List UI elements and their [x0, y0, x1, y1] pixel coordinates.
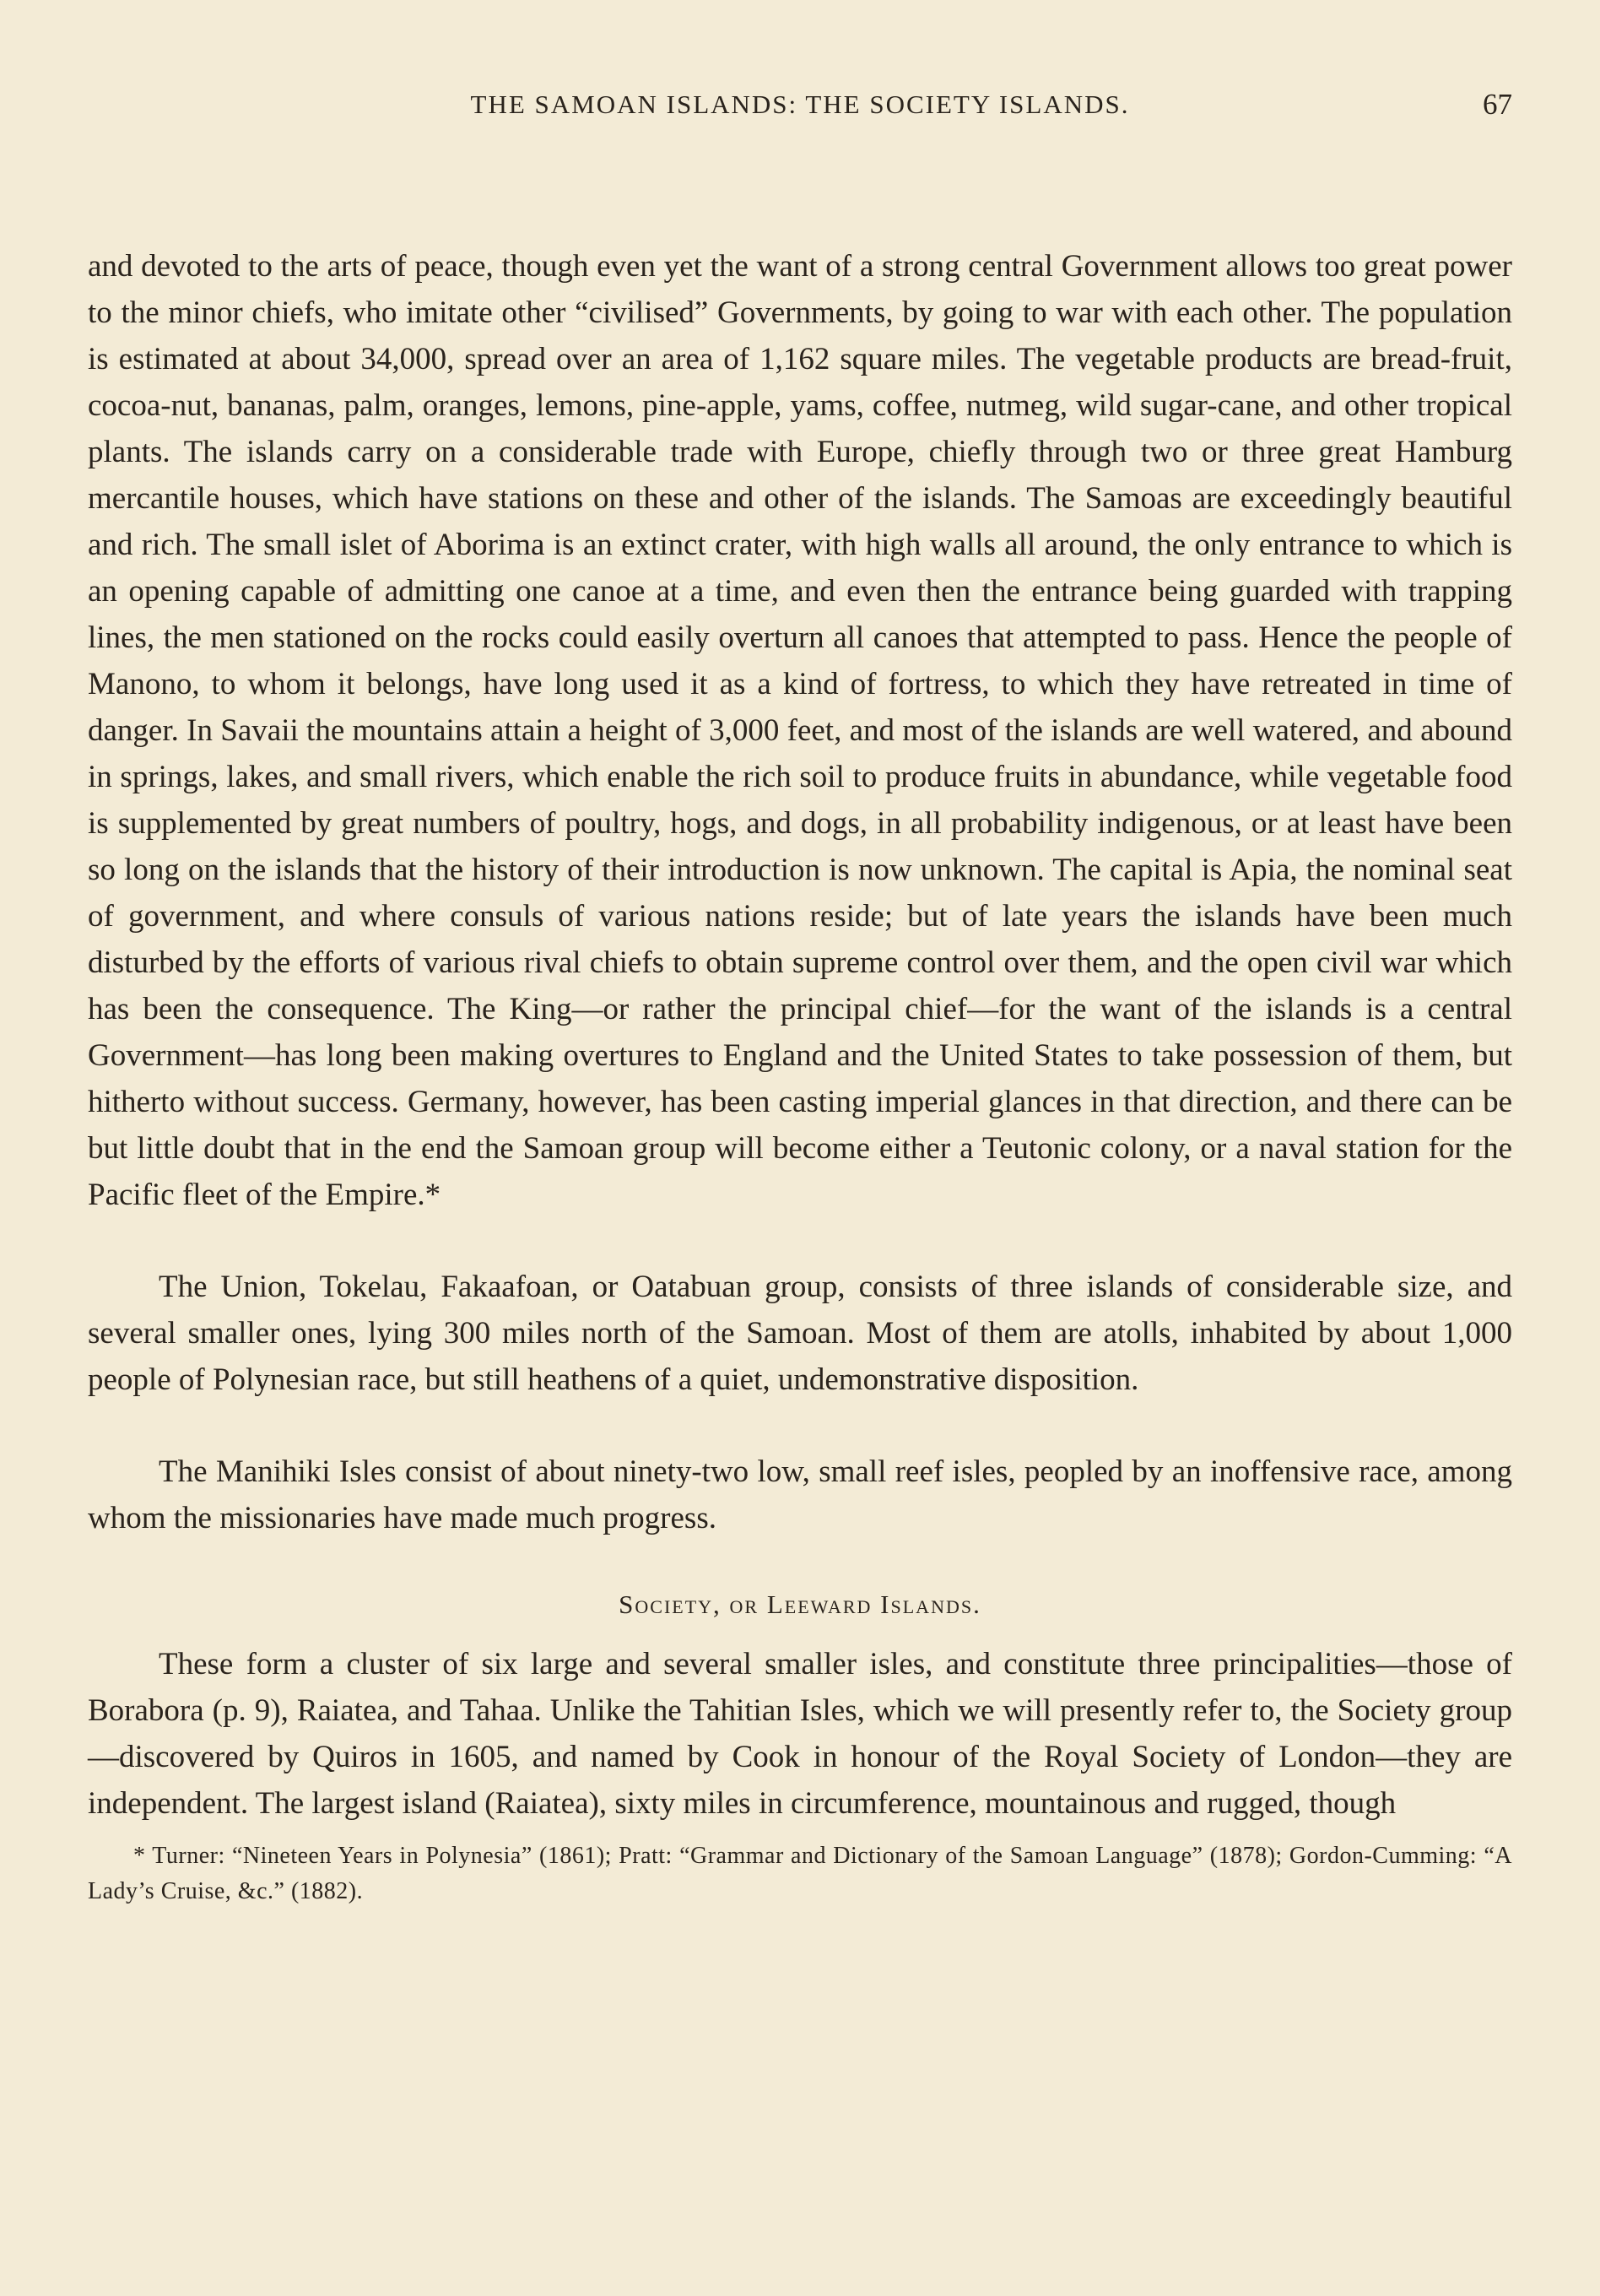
page-number: 67	[1483, 88, 1512, 121]
paragraph-union-group: The Union, Tokelau, Fakaafoan, or Oatabuan group, consists of three islands of considerable size, and several smaller ones, lying 300 miles north of the Samoan. Most of them are atolls, inhabited by about 1,000 people of Polynesian race, but still heathens of a quiet, undemonstrative disposition.	[88, 1270, 1512, 1397]
paragraph-society-islands: These form a cluster of six large and several smaller isles, and constitute three principalities—those of Borabora (p. 9), Raiatea, and Tahaa. Unlike the Tahitian Isles, which we will presently refer to, the Society group—discovered by Quiros in 1605, and named by Cook in honour of the Royal Society of London—they are independent. The largest island (Raiatea), sixty miles in circumference, mountainous and rugged, though	[88, 1647, 1512, 1821]
footnote-text: Turner: “Nineteen Years in Polynesia” (1861); Pratt: “Grammar and Dictionary of the Samoan Language” (1878); Gordon-Cumming: “A Lady’s Cruise, &c.” (1882).	[88, 1843, 1512, 1904]
paragraph-samoa: and devoted to the arts of peace, though even yet the want of a strong central Government allows too great power to the minor chiefs, who imitate other “civilised” Governments, by going to war with each other. The population is estimated at about 34,000, spread over an area of 1,162 square miles. The vegetable products are bread-fruit, cocoa-nut, bananas, palm, oranges, lemons, pine-apple, yams, coffee, nutmeg, wild sugar-cane, and other tropical plants. The islands carry on a considerable trade with Europe, chiefly through two or three great Hamburg mercantile houses, which have stations on these and other of the islands. The Samoas are exceedingly beautiful and rich. The small islet of Aborima is an extinct crater, with high walls all around, the only entrance to which is an opening capable of admitting one canoe at a time, and even then the entrance being guarded with trapping lines, the men stationed on the rocks could easily overturn all canoes that attempted to pass. Hence the people of Manono, to whom it belongs, have long used it as a kind of fortress, to which they have retreated in time of danger. In Savaii the mountains attain a height of 3,000 feet, and most of the islands are well watered, and abound in springs, lakes, and small rivers, which enable the rich soil to produce fruits in abundance, while vegetable food is supplemented by great numbers of poultry, hogs, and dogs, in all probability indigenous, or at least have been so long on the islands that the history of their introduction is now unknown. The capital is Apia, the nominal seat of government, and where consuls of various nations reside; but of late years the islands have been much disturbed by the efforts of various rival chiefs to obtain supreme control over them, and the open civil war which has been the consequence. The King—or rather the principal chief—for the want of the islands is a central Government—has long been making overtures to England and the United States to take possession of them, but hitherto without success. Germany, however, has been casting imperial glances in that direction, and there can be but little doubt that in the end the Samoan group will become either a Teutonic colony, or a naval station for the Pacific fleet of the Empire.*	[88, 249, 1512, 1212]
footnote-mark: *	[133, 1843, 146, 1869]
footnote	[88, 1838, 1512, 1909]
body-text	[88, 243, 1512, 1909]
page-header	[88, 84, 1512, 138]
book-page	[88, 84, 1512, 2262]
paragraph-manihiki: The Manihiki Isles consist of about ninety-two low, small reef isles, peopled by an inoffensive race, among whom the missionaries have made much progress.	[88, 1454, 1512, 1535]
running-title: THE SAMOAN ISLANDS: THE SOCIETY ISLANDS.	[470, 89, 1130, 119]
section-heading: Society, or Leeward Islands.	[619, 1589, 981, 1619]
